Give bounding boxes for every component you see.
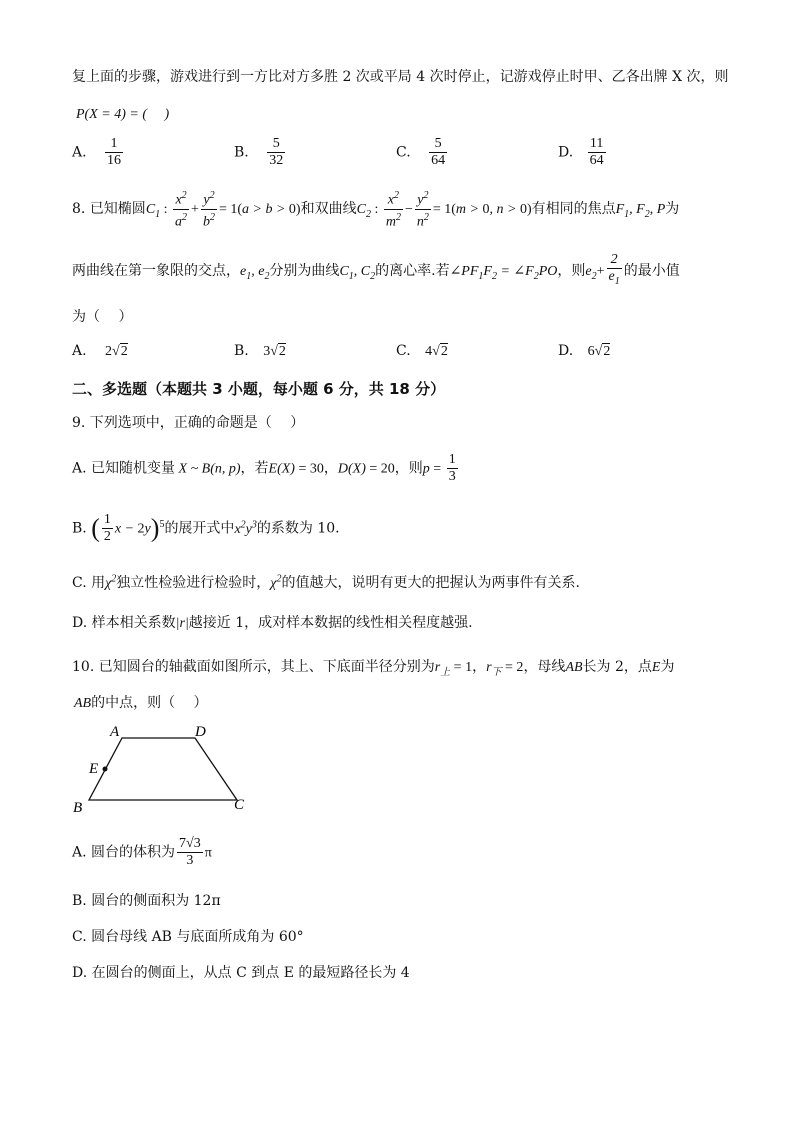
q9-option-c: C. 用$\chi^2$独立性检验进行检验时，$\chi^2$的值越大，说明有更大的把握认为两事件有关系. — [72, 573, 580, 591]
q8-text: 分别为曲线 — [269, 262, 340, 279]
q10-text: 长为 2，点 — [582, 659, 652, 675]
q9-text: ，则 — [394, 460, 423, 477]
q9-option-b: B. ( $\frac{1}{2}$ x − 2y)$^5$的展开式中$x^2y^3$的系数为 10. — [72, 512, 340, 544]
q9-stem: 9. 下列选项中，正确的命题是（ ） — [72, 415, 305, 431]
fraction-numerator: 7√3 — [179, 836, 201, 851]
q10-text: 为 — [660, 659, 675, 675]
fraction-denominator: 16 — [107, 153, 122, 168]
q8-text: 的最小值 — [623, 262, 680, 279]
q7-option-b — [234, 136, 287, 169]
q8-option-d: D. 6√2 — [558, 343, 611, 359]
q10-text: ， — [472, 659, 487, 675]
q8-option-a: A. 2√2 — [72, 343, 128, 359]
vertex-label-a: A — [110, 724, 120, 740]
q9-text: A. 已知随机变量 — [72, 460, 176, 477]
q9-option-d: D. 样本相关系数|r|越接近 1，成对样本数据的线性相关程度越强. — [72, 615, 473, 631]
q8-line3: 为（ ） — [72, 309, 133, 325]
option-label: D. — [558, 144, 574, 161]
q9-text: C. 用 — [72, 575, 106, 591]
q9-text: ，若 — [240, 460, 269, 477]
q8-text: 为 — [665, 201, 680, 218]
frustum-cross-section-figure — [70, 720, 260, 820]
q8-text: 有相同的焦点 — [531, 201, 616, 218]
fraction-numerator: 5 — [434, 136, 442, 151]
q10-line2: AB的中点，则（ ） — [74, 695, 208, 711]
option-radicand: 2 — [278, 344, 286, 359]
option-coefficient: 6 — [587, 344, 595, 359]
q9-text: 的系数为 10. — [256, 520, 340, 537]
q7-option-c — [396, 136, 449, 169]
question-number: 8. — [72, 201, 86, 218]
q9-text: 越接近 1，成对样本数据的线性相关程度越强. — [188, 615, 473, 631]
option-label: D. — [558, 343, 574, 359]
option-radicand: 2 — [440, 344, 448, 359]
q10-text: 10. 已知圆台的轴截面如图所示，其上、下底面半径分别为 — [72, 659, 435, 675]
q9-option-a: A. 已知随机变量 X ~ B(n, p)，若E(X) = 30，D(X) = 20，则p = $\frac{1}{3}$ — [72, 452, 456, 484]
q10-option-b: B. 圆台的侧面积为 12π — [72, 893, 221, 909]
point-e-dot — [103, 767, 108, 772]
q8-option-b: B. 3√2 — [234, 343, 286, 359]
q10-line1: 10. 已知圆台的轴截面如图所示，其上、下底面半径分别为$r_上 = 1$，$r_下 = 2$，母线AB长为 2，点E为 — [72, 659, 675, 678]
fraction-denominator: 64 — [589, 153, 604, 168]
q8-line2: 两曲线在第一象限的交点，$e_1$, $e_2$分别为曲线$C_1$, $C_2$的离心率.若$\angle PF_1F_2$ = $\angle F_2PO$，则$e_2+$ $\frac{2}{e_1}$ 的最小值 — [72, 252, 680, 290]
option-radicand: 2 — [120, 344, 128, 359]
fraction-denominator: 32 — [269, 153, 284, 168]
vertex-label-d: D — [195, 724, 206, 740]
q8-text: 和双曲线 — [300, 201, 357, 218]
vertex-label-c: C — [234, 797, 245, 813]
vertex-label-b: B — [73, 800, 83, 816]
option-coefficient: 3 — [263, 344, 271, 359]
q8-option-c: C. 4√2 — [396, 343, 448, 359]
fraction-numerator: 5 — [272, 136, 280, 151]
q7-option-d — [558, 136, 608, 169]
q9-text: D. 样本相关系数 — [72, 615, 176, 631]
section-heading: 二、多选题（本题共 3 小题，每小题 6 分，共 18 分） — [72, 380, 446, 398]
q8-line1: 8. 已知椭圆$C_1$ : $\frac{x^2}{a^2}$ + $\frac{y^2}{b^2}$ = 1(a > b > 0)和双曲线$C_2$ : $\frac{x^2}{m^2}$ − $\frac{y^2}{n^2}$ = 1(m > 0, n > 0)有相同的焦点$F_1$, $F_2$, P为 — [72, 190, 680, 230]
option-coefficient: 2 — [105, 344, 113, 359]
option-label: B. — [234, 343, 249, 359]
q10-option-a: A. 圆台的体积为 $\frac{7√3}{3}$ π — [72, 836, 212, 868]
q10-text: A. 圆台的体积为 — [72, 844, 176, 861]
q7-line1: 复上面的步骤，游戏进行到一方比对方多胜 2 次或平局 4 次时停止，记游戏停止时甲、乙各出牌 X 次，则 — [72, 69, 729, 85]
q9-text: 的展开式中 — [164, 520, 235, 537]
option-label: B. — [234, 144, 249, 161]
q9-text: 的值越大，说明有更大的把握认为两事件有关系. — [281, 575, 580, 591]
q9-text: ， — [323, 460, 338, 477]
q8-text: 已知椭圆 — [89, 201, 146, 218]
fraction-denominator: 64 — [431, 153, 446, 168]
trapezoid-shape — [89, 738, 237, 800]
fraction-denominator: 3 — [177, 852, 203, 869]
q10-option-d: D. 在圆台的侧面上，从点 C 到点 E 的最短路径长为 4 — [72, 965, 410, 981]
option-label: C. — [396, 343, 411, 359]
q10-text: 的中点，则（ ） — [91, 695, 208, 711]
q7-option-a — [72, 136, 125, 169]
fraction-numerator: 1 — [110, 136, 118, 151]
fraction-numerator: 11 — [589, 136, 604, 151]
option-label: A. — [72, 343, 87, 359]
q8-text: 的离心率.若 — [375, 262, 450, 279]
q8-text: ，则 — [557, 262, 586, 279]
point-label-e: E — [89, 761, 99, 777]
q10-option-c: C. 圆台母线 AB 与底面所成角为 60° — [72, 929, 304, 945]
option-label: A. — [72, 144, 87, 161]
option-coefficient: 4 — [425, 344, 433, 359]
q8-text: 两曲线在第一象限的交点， — [72, 262, 240, 279]
q7-expression: P(X = 4) = ( ) — [76, 107, 170, 122]
q9-text: 独立性检验进行检验时， — [116, 575, 271, 591]
q9-text: B. — [72, 520, 87, 537]
option-label: C. — [396, 144, 411, 161]
q10-text: ，母线 — [523, 659, 566, 675]
option-radicand: 2 — [603, 344, 611, 359]
